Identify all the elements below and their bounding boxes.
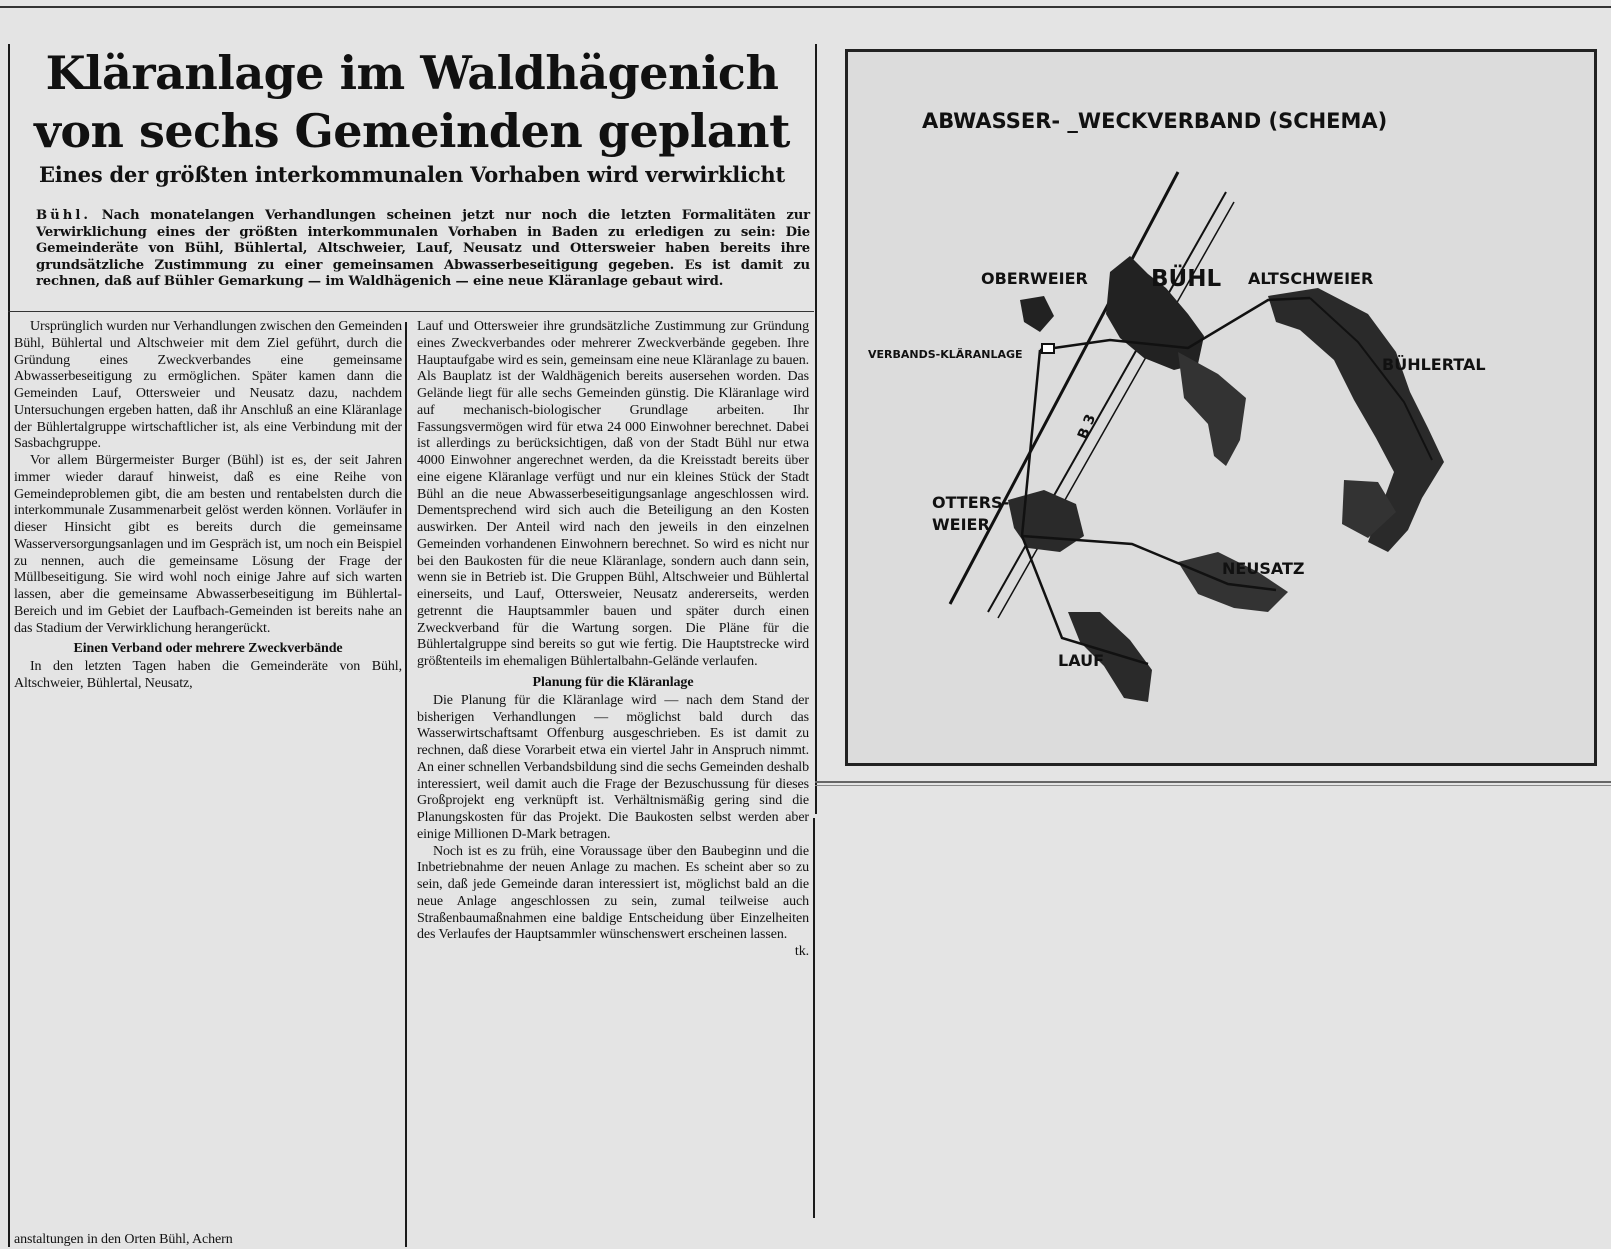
schema-map — [845, 49, 1597, 766]
map-label-oberweier: OBERWEIER — [981, 269, 1088, 288]
article-map-divider — [815, 44, 817, 814]
lead-text: Nach monatelangen Verhandlungen scheinen jetzt nur noch die letzten Formalitäten zur Verwirklichung eines der größten interkommunalen Vorhaben in Baden zu erledigen zu sein: Die Gemeinderäte von Bühl, Bühlertal, Altschweier, Lauf, Neusatz und Ottersweier haben bereits ihre grundsätzliche Zustimmung zu einer gemeinsamen Abwasserbeseitigung gegeben. Es ist damit zu rechnen, daß auf Bühler Gemarkung — im Waldhägenich — eine neue Kläranlage gebaut wird. — [36, 208, 810, 289]
top-rule — [0, 6, 1611, 8]
road-label: B 3 — [1074, 412, 1100, 442]
dateline: Bühl. — [36, 208, 91, 223]
lead-paragraph — [36, 208, 810, 291]
map-label-altschweier: ALTSCHWEIER — [1248, 269, 1374, 288]
schema-map-drawing — [848, 52, 1594, 763]
headline — [12, 44, 812, 160]
left-column-rule — [8, 44, 10, 1247]
col2-paragraph-3 — [417, 843, 809, 959]
headline-line-2: von sechs Gemeinden geplant — [34, 104, 790, 158]
col1-subheading: Einen Verband oder mehrere Zweckverbände — [73, 641, 343, 657]
col2-paragraph-1: Lauf und Ottersweier ihre grundsätzliche Zustimmung zur Gründung eines Zweckverbandes oder mehrerer Zweckverbände gegeben. Ihre Hauptaufgabe wird es sein, gemeinsam eine neue Kläranlage zu bauen. Als Bauplatz ist der Waldhägenich bereits ausersehen worden. Das Gelände liegt für alle sechs Gemeinden günstig. Die Kläranlage wird auf mechanisch-biologischer Grundlage arbeiten. Ihr Fassungsvermögen wird für etwa 24 000 Einwohner berechnet. Dabei ist allerdings zu berücksichtigen, daß von der Stadt Bühl nur etwa 4000 Einwohner angerechnet werden, da die Kreisstadt bereits über eine eigene Kläranlage verfügt und nur ein kleines Stück der Stadt Bühl an die neue Abwasserbeseitigungsanlage angeschlossen wird. Dementsprechend wird sich auch die Beteiligung an den Kosten auswirken. Der Anteil wird nach den jeweils in den einzelnen Gemeinden vorhandenen Einwohnern berechnet. So wird es nicht nur bei den Baukosten für die neue Kläranlage, sondern auch dann sein, wenn sie in Betrieb ist. Die Gruppen Bühl, Altschweier und Bühlertal einerseits, und Lauf, Ottersweier, Neusatz andererseits, werden getrennt die Hauptsammler bauen und später durch einen Zweckverband für die Wartung sorgen. Die Pläne für die Bühlertalgruppe sind bereits so gut wie fertig. Die Hauptstrecke wird größtenteils im ehemaligen Bühlertalbahn-Gelände verlaufen. — [417, 319, 809, 669]
article-column-2 — [417, 319, 809, 961]
buehl-area-south — [1178, 352, 1246, 466]
col1-paragraph-1: Ursprünglich wurden nur Verhandlungen zwischen den Gemeinden Bühl, Bühlertal und Altschweier mit dem Ziel geführt, durch die Gründung eines Zweckverbandes eine gemeinsame Abwasserbeseitigung zu ermöglichen. Später kamen dann die Gemeinden Lauf, Ottersweier und Neusatz dazu, nachdem Untersuchungen ergeben hatten, daß ihr Anschluß an eine Kläranlage der Bühlertalgruppe wirtschaftlicher ist, als eine Verbindung mit der Sasbachgruppe. — [14, 319, 402, 452]
col1-paragraph-2: Vor allem Bürgermeister Burger (Bühl) ist es, der seit Jahren immer wieder darauf hinweist, daß es eine Reihe von Gemeindeproblemen gibt, die am besten und rentabelsten durch die interkommunale Zusammenarbeit gelöst werden können. Vorläufer in dieser Hinsicht gibt es bereits durch die gemeinsame Wasserversorgungsanlagen und im Gespräch ist, um noch ein Beispiel zu nennen, auch die gemeinsame Lösung der Frage der Müllbeseitigung. Sie wird wohl noch einige Jahre auf sich warten lassen, aber die gemeinsame Abwasserbeseitigung im Bühlertal-Bereich und im Gebiet der Laufbach-Gemeinden ist bereits nahe an das Stadium der Verwirklichung herangerückt. — [14, 453, 402, 636]
map-label-neusatz: NEUSATZ — [1222, 559, 1305, 578]
next-article-text: anstaltungen in den Orten Bühl, Achern — [14, 1232, 233, 1247]
column2-right-rule — [813, 818, 815, 1218]
kläranlage-marker — [1042, 344, 1054, 353]
map-bottom-rule-thin — [815, 785, 1611, 786]
map-label-buehlertal: BÜHLERTAL — [1382, 355, 1486, 374]
map-label-kläranlage: VERBANDS-KLÄRANLAGE — [868, 348, 1023, 361]
map-bottom-rule — [815, 781, 1611, 783]
lead-divider — [8, 311, 814, 312]
map-title: ABWASSER- _WECKVERBAND (SCHEMA) — [922, 109, 1388, 133]
col2-paragraph-2: Die Planung für die Kläranlage wird — nach dem Stand der bisherigen Verhandlungen — möglichst bald durch das Wasserwirtschaftsamt Offenburg ausgeschrieben. Es ist damit zu rechnen, daß diese Vorarbeit etwa ein viertel Jahr in Anspruch nimmt. An einer schnellen Verbandsbildung sind die sechs Gemeinden deshalb interessiert, weil damit auch die Frage der Bezuschussung für dieses Großprojekt eng verknüpft ist. Verhältnismäßig gering sind die Planungskosten für das Projekt. Die Baukosten selbst werden aber einige Millionen D-Mark betragen. — [417, 692, 809, 842]
map-label-ottersweier-1: OTTERS- — [932, 493, 1010, 512]
ottersweier-area — [1008, 490, 1084, 552]
map-label-lauf: LAUF — [1058, 651, 1105, 670]
column-divider — [405, 322, 407, 1247]
col2-paragraph-3-text: Noch ist es zu früh, eine Voraussage über den Baubeginn und die Inbetriebnahme der neuen Anlage zu machen. Es scheint aber so zu sein, daß jede Gemeinde daran interessiert ist, möglichst bald an die neue Anlage angeschlossen zu sein, zumal teilweise auch Straßenbaumaßnahmen eine baldige Entscheidung über Einzelheiten des Verlaufes der Hauptsammler wünschenswert erscheinen lassen. — [417, 843, 809, 943]
author-signature: tk. — [794, 944, 809, 959]
map-label-buehl: BÜHL — [1151, 266, 1222, 292]
col2-subheading: Planung für die Kläranlage — [532, 674, 694, 690]
map-label-ottersweier-2: WEIER — [932, 515, 990, 534]
article-column-1 — [14, 319, 402, 693]
col1-paragraph-3: In den letzten Tagen haben die Gemeinderäte von Bühl, Altschweier, Bühlertal, Neusatz, — [14, 659, 402, 691]
oberweier-area — [1020, 296, 1054, 332]
next-article-fragment — [14, 1232, 402, 1249]
subheadline: Eines der größten interkommunalen Vorhaben wird verwirklicht — [39, 162, 785, 187]
headline-line-1: Kläranlage im Waldhägenich — [45, 46, 779, 100]
